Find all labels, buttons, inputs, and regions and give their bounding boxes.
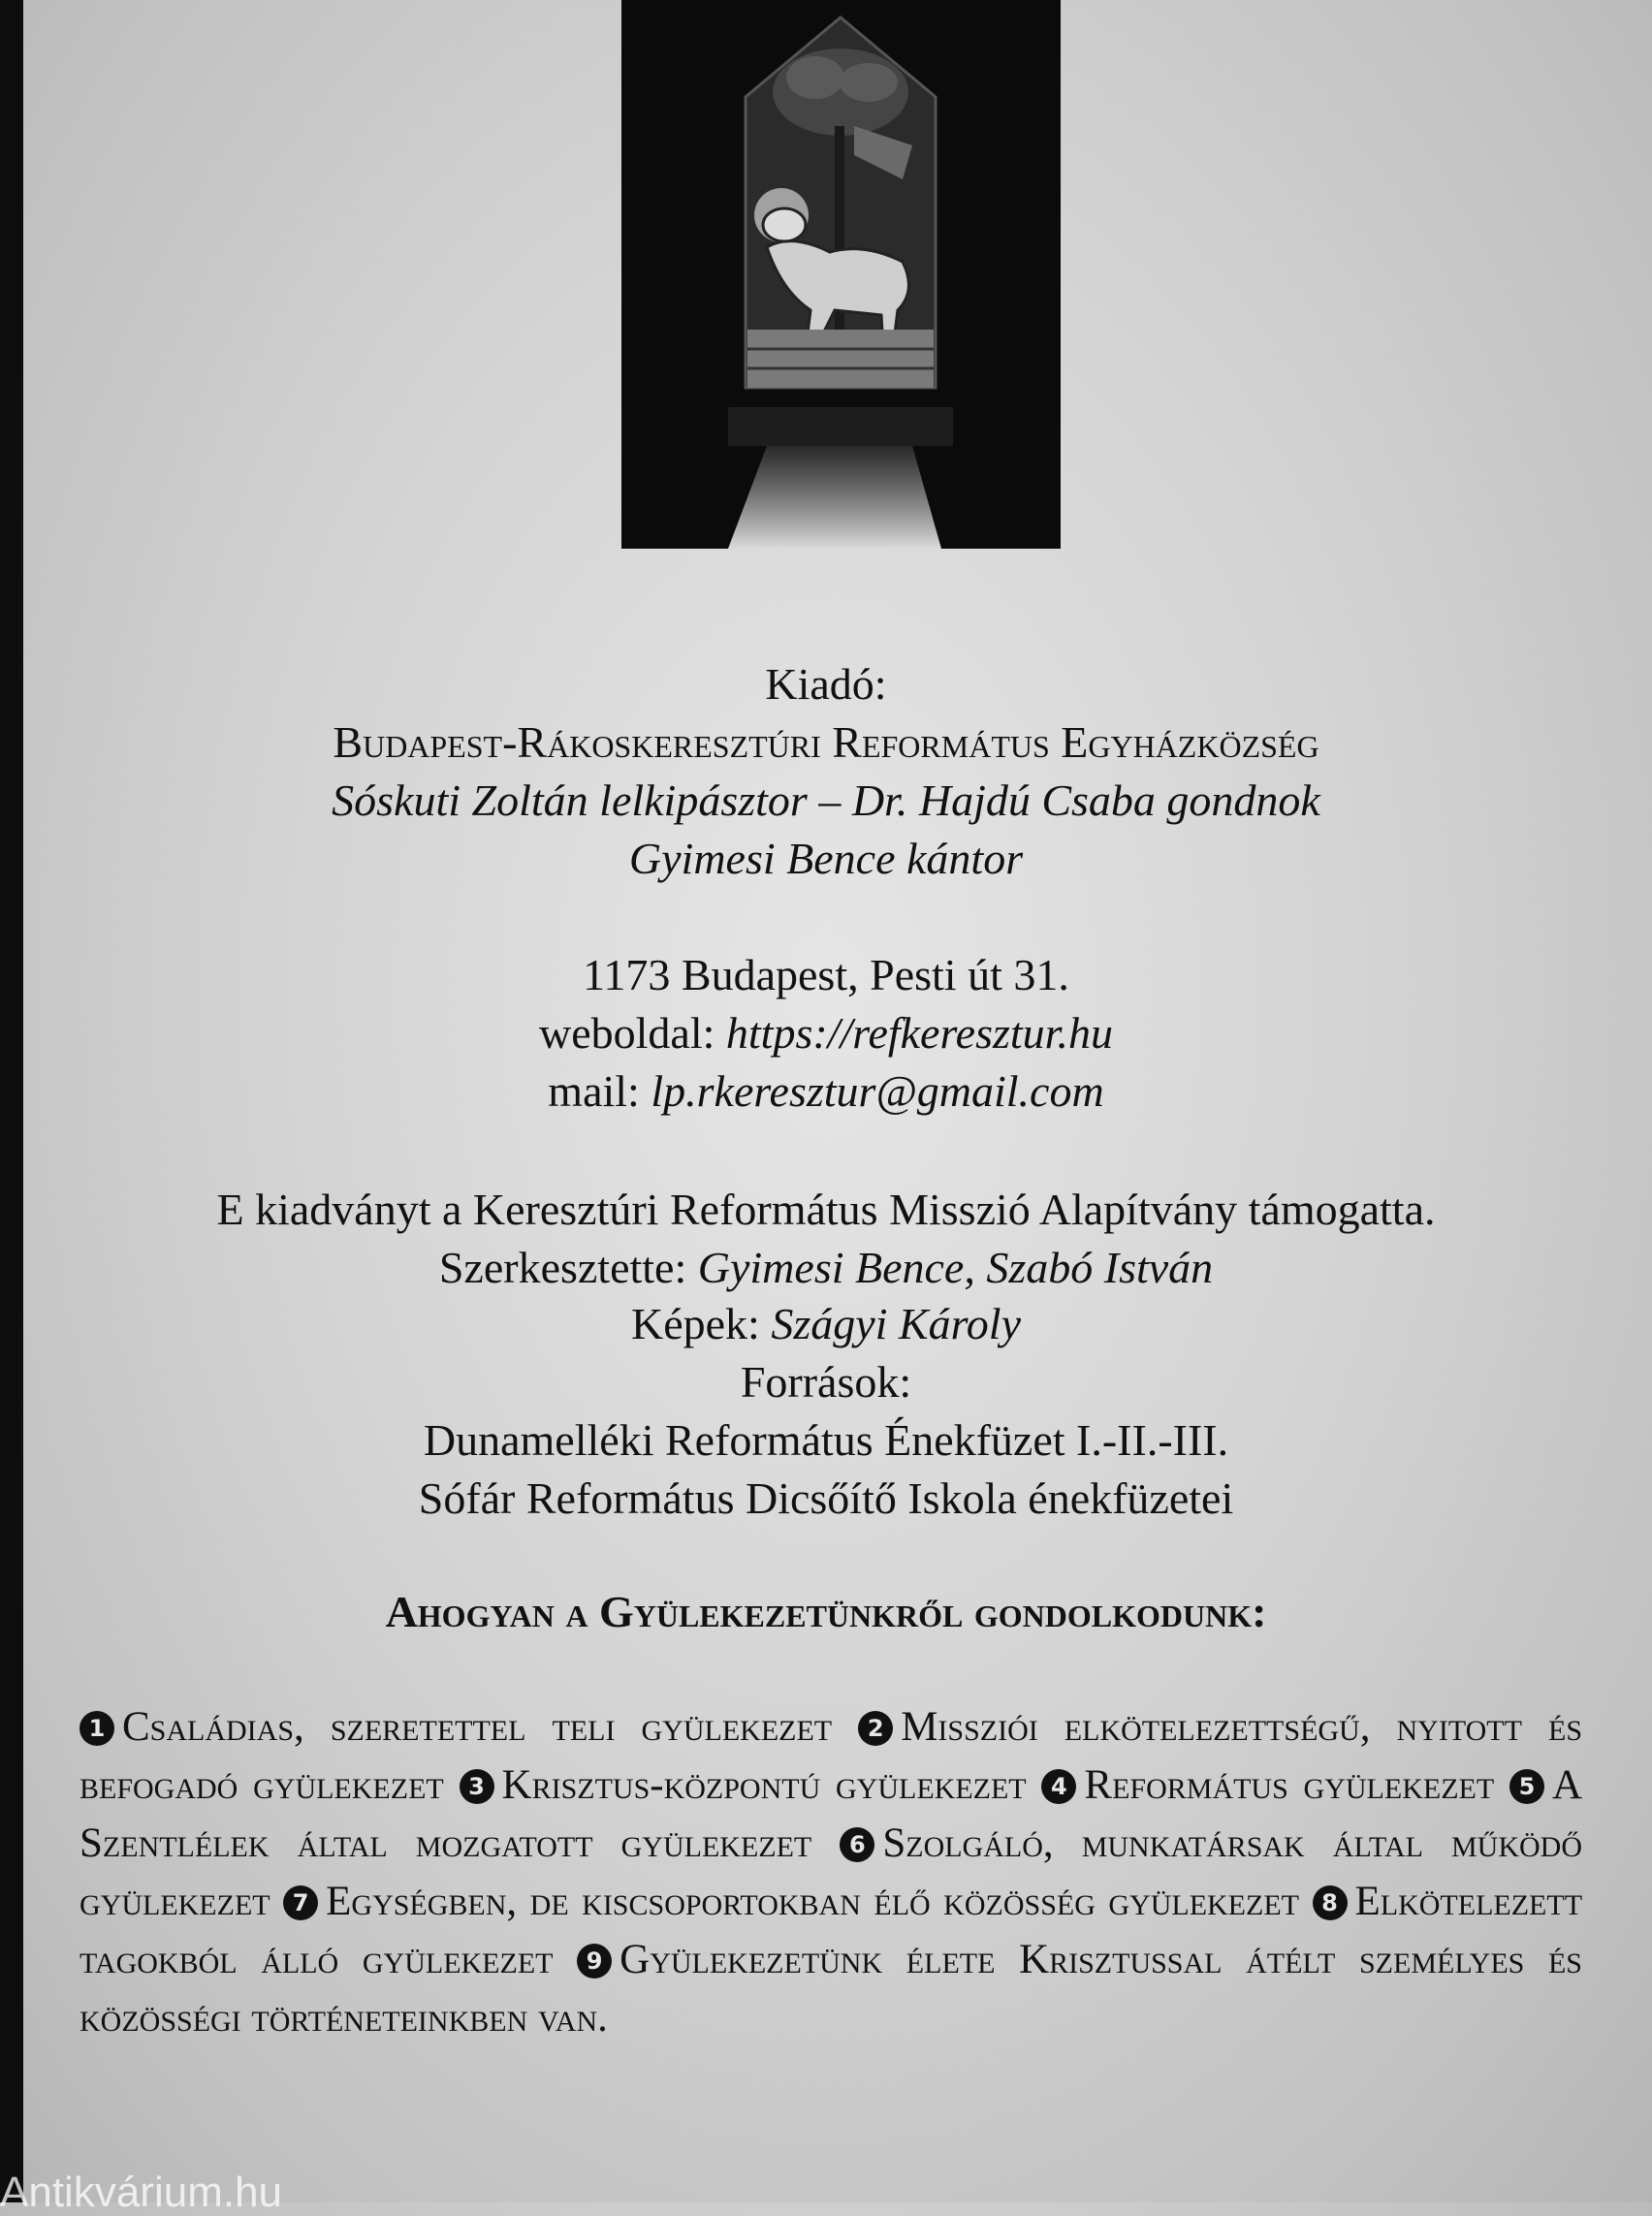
- number-badge-9: 9: [577, 1944, 612, 1979]
- motto-item: A Szentlélek által mozgatott gyülekezet: [79, 1762, 1583, 1866]
- number-badge-8: 8: [1313, 1885, 1348, 1920]
- motto-item: Családias, szeretettel teli gyülekezet: [122, 1704, 833, 1750]
- publisher-label: Kiadó:: [765, 659, 887, 709]
- images-line: [0, 1295, 1652, 1353]
- source-item: Sófár Református Dicsőítő Iskola énekfüzetei: [418, 1473, 1234, 1523]
- email-label: mail:: [548, 1066, 640, 1116]
- email-link[interactable]: lp.rkeresztur@gmail.com: [651, 1066, 1104, 1116]
- motto-item: Egységben, de kiscsoportokban élő közösség gyülekezet: [326, 1879, 1299, 1924]
- motto-item: Gyülekezetünk élete Krisztussal átélt személyes és közösségi történeteinkben van.: [79, 1937, 1582, 2041]
- number-badge-2: 2: [858, 1711, 893, 1746]
- address: 1173 Budapest, Pesti út 31.: [583, 950, 1069, 999]
- lamb-window-image: [621, 0, 1061, 549]
- motto-list: [79, 1698, 1582, 2047]
- watermark: Antikvárium.hu: [0, 2169, 283, 2216]
- website-label: weboldal:: [539, 1008, 715, 1058]
- motto-title: Ahogyan a Gyülekezetünkről gondolkodunk:: [385, 1587, 1267, 1636]
- number-badge-4: 4: [1041, 1769, 1076, 1804]
- motto-item: Elkötelezett tagokból álló gyülekezet: [79, 1879, 1583, 1982]
- motto-item: Szolgáló, munkatársak által működő gyülekezet: [79, 1820, 1582, 1924]
- number-badge-7: 7: [283, 1885, 318, 1920]
- publisher-leaders: Sóskuti Zoltán lelkipásztor – Dr. Hajdú Csaba gondnok: [332, 776, 1320, 825]
- source-item: Dunamelléki Református Énekfüzet I.-II.-III.: [423, 1415, 1229, 1465]
- number-badge-1: 1: [79, 1711, 114, 1746]
- images-label: Képek:: [630, 1299, 760, 1348]
- publisher-cantor: Gyimesi Bence kántor: [628, 834, 1024, 883]
- editors-line: [0, 1239, 1652, 1297]
- motto-item: Missziói elkötelezettségű, nyitott és befogadó gyülekezet: [79, 1704, 1582, 1808]
- editors-value: Gyimesi Bence, Szabó István: [697, 1243, 1214, 1292]
- number-badge-3: 3: [460, 1769, 494, 1804]
- motto-item: Krisztus-központú gyülekezet: [501, 1762, 1027, 1808]
- sources-label: Források:: [740, 1357, 912, 1407]
- website-line: [0, 1004, 1652, 1062]
- motto-item: Református gyülekezet: [1084, 1762, 1495, 1808]
- number-badge-6: 6: [840, 1827, 874, 1862]
- email-line: [0, 1062, 1652, 1121]
- website-link[interactable]: https://refkeresztur.hu: [725, 1008, 1113, 1058]
- number-badge-5: 5: [1509, 1769, 1544, 1804]
- editors-label: Szerkesztette:: [438, 1243, 687, 1292]
- publisher-organization: Budapest-Rákoskeresztúri Református Egyházközség: [333, 717, 1319, 767]
- images-value: Szágyi Károly: [771, 1299, 1021, 1348]
- stained-glass-window-photo: [621, 0, 1061, 549]
- support-statement: E kiadványt a Keresztúri Református Misszió Alapítvány támogatta.: [216, 1185, 1436, 1234]
